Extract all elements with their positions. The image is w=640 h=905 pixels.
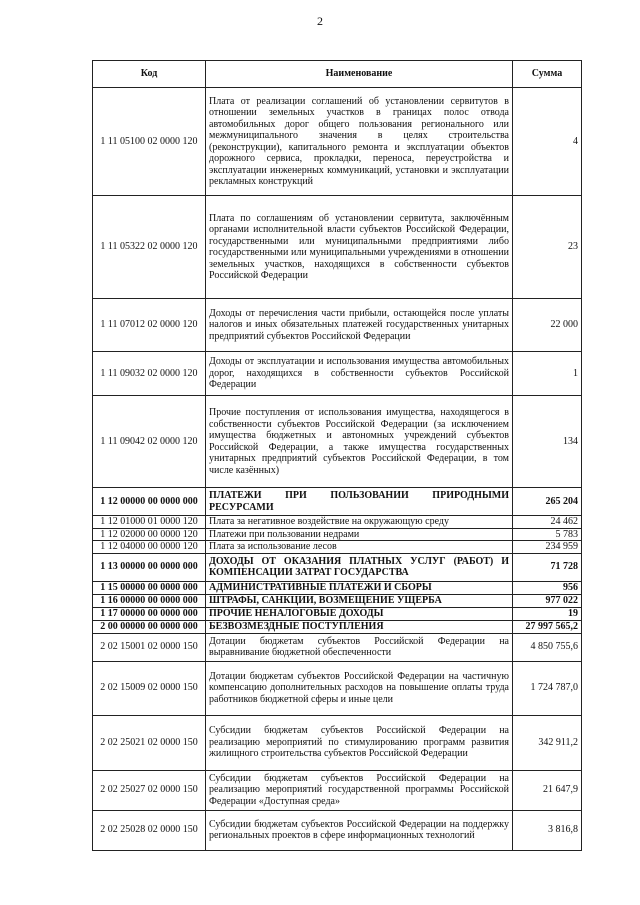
row-name: Плата за использование лесов (206, 541, 513, 554)
table-row (93, 810, 582, 850)
row-code: 2 02 25027 02 0000 150 (93, 770, 206, 810)
row-name: Платежи при пользовании недрами (206, 528, 513, 541)
row-sum: 5 783 (513, 528, 582, 541)
row-sum: 21 647,9 (513, 770, 582, 810)
row-sum: 24 462 (513, 516, 582, 529)
row-sum: 4 (513, 88, 582, 196)
row-code: 1 15 00000 00 0000 000 (93, 581, 206, 594)
row-code: 1 11 09032 02 0000 120 (93, 352, 206, 396)
row-code: 1 11 09042 02 0000 120 (93, 396, 206, 488)
table-row (93, 88, 582, 196)
row-name: Субсидии бюджетам субъектов Российской Федерации на реализацию мероприятий по стимулированию программ развития жилищного строительства субъектов Российской Федерации (206, 715, 513, 770)
row-name: Прочие поступления от использования имущества, находящегося в собственности субъектов Российской Федерации (за исключением имущества бюджетных и автономных учреждений субъектов Российской Федерации, а также имущества государственных унитарных предприятий субъектов Российской Федерации, в том числе казённых) (206, 396, 513, 488)
row-name: Субсидии бюджетам субъектов Российской Федерации на реализацию мероприятий государственной программы Российской Федерации «Доступная среда» (206, 770, 513, 810)
row-name: Плата от реализации соглашений об установлении сервитутов в отношении земельных участков в границах полос отвода автомобильных дорог общего пользования регионального или межмуниципального значения в целях строительства (реконструкции), капитального ремонта и эксплуатации объектов дорожного сервиса, прокладки, переноса, переустройства и эксплуатации инженерных коммуникаций, установки и эксплуатации рекламных конструкций (206, 88, 513, 196)
row-code: 2 02 15009 02 0000 150 (93, 661, 206, 715)
row-name: Доходы от эксплуатации и использования имущества автомобильных дорог, находящихся в собственности субъектов Российской Федерации (206, 352, 513, 396)
row-code: 2 02 25028 02 0000 150 (93, 810, 206, 850)
table-row (93, 516, 582, 529)
row-sum: 23 (513, 196, 582, 299)
row-name: Субсидии бюджетам субъектов Российской Федерации на поддержку региональных проектов в сфере информационных технологий (206, 810, 513, 850)
table-row (93, 770, 582, 810)
row-code: 1 11 05100 02 0000 120 (93, 88, 206, 196)
header-name: Наименование (206, 61, 513, 88)
row-sum: 134 (513, 396, 582, 488)
header-code: Код (93, 61, 206, 88)
row-sum: 1 724 787,0 (513, 661, 582, 715)
table-row (93, 528, 582, 541)
row-sum: 977 022 (513, 594, 582, 607)
row-name: ДОХОДЫ ОТ ОКАЗАНИЯ ПЛАТНЫХ УСЛУГ (РАБОТ) И КОМПЕНСАЦИИ ЗАТРАТ ГОСУДАРСТВА (206, 553, 513, 581)
row-code: 1 12 00000 00 0000 000 (93, 488, 206, 516)
row-sum: 22 000 (513, 299, 582, 352)
row-sum: 1 (513, 352, 582, 396)
table-row (93, 352, 582, 396)
table-row (93, 541, 582, 554)
row-name: Доходы от перечисления части прибыли, остающейся после уплаты налогов и иных обязательных платежей государственных унитарных предприятий субъектов Российской Федерации (206, 299, 513, 352)
row-name: ПЛАТЕЖИ ПРИ ПОЛЬЗОВАНИИ ПРИРОДНЫМИ РЕСУРСАМИ (206, 488, 513, 516)
row-name: Плата за негативное воздействие на окружающую среду (206, 516, 513, 529)
row-code: 1 16 00000 00 0000 000 (93, 594, 206, 607)
row-code: 1 12 04000 00 0000 120 (93, 541, 206, 554)
row-name: ШТРАФЫ, САНКЦИИ, ВОЗМЕЩЕНИЕ УЩЕРБА (206, 594, 513, 607)
row-sum: 4 850 755,6 (513, 633, 582, 661)
table-row (93, 196, 582, 299)
row-sum: 234 959 (513, 541, 582, 554)
row-sum: 265 204 (513, 488, 582, 516)
row-sum: 71 728 (513, 553, 582, 581)
row-sum: 19 (513, 607, 582, 620)
row-sum: 27 997 565,2 (513, 620, 582, 633)
row-code: 1 13 00000 00 0000 000 (93, 553, 206, 581)
table-row (93, 488, 582, 516)
row-code: 2 00 00000 00 0000 000 (93, 620, 206, 633)
row-code: 1 11 07012 02 0000 120 (93, 299, 206, 352)
row-name: Дотации бюджетам субъектов Российской Федерации на выравнивание бюджетной обеспеченности (206, 633, 513, 661)
table-row (93, 594, 582, 607)
row-name: Дотации бюджетам субъектов Российской Федерации на частичную компенсацию дополнительных расходов на повышение оплаты труда работников бюджетной сферы и иные цели (206, 661, 513, 715)
page-number: 2 (317, 14, 323, 28)
row-sum: 342 911,2 (513, 715, 582, 770)
table-row (93, 299, 582, 352)
header-sum: Сумма (513, 61, 582, 88)
row-code: 1 12 02000 00 0000 120 (93, 528, 206, 541)
table-row (93, 607, 582, 620)
table-row (93, 553, 582, 581)
table-row (93, 715, 582, 770)
row-code: 1 12 01000 01 0000 120 (93, 516, 206, 529)
table-header-row (93, 61, 582, 88)
row-sum: 956 (513, 581, 582, 594)
row-name: Плата по соглашениям об установлении сервитута, заключённым органами исполнительной власти субъектов Российской Федерации, государственными или муниципальными предприятиями либо государственными или муниципальными учреждениями в отношении земельных участков, находящихся в собственности субъектов Российской Федерации (206, 196, 513, 299)
row-name: АДМИНИСТРАТИВНЫЕ ПЛАТЕЖИ И СБОРЫ (206, 581, 513, 594)
table-row (93, 633, 582, 661)
table-row (93, 396, 582, 488)
table-row (93, 581, 582, 594)
revenue-table (92, 60, 582, 851)
table-row (93, 661, 582, 715)
row-code: 1 17 00000 00 0000 000 (93, 607, 206, 620)
table-row (93, 620, 582, 633)
row-name: ПРОЧИЕ НЕНАЛОГОВЫЕ ДОХОДЫ (206, 607, 513, 620)
row-name: БЕЗВОЗМЕЗДНЫЕ ПОСТУПЛЕНИЯ (206, 620, 513, 633)
row-code: 2 02 15001 02 0000 150 (93, 633, 206, 661)
row-code: 2 02 25021 02 0000 150 (93, 715, 206, 770)
row-sum: 3 816,8 (513, 810, 582, 850)
row-code: 1 11 05322 02 0000 120 (93, 196, 206, 299)
